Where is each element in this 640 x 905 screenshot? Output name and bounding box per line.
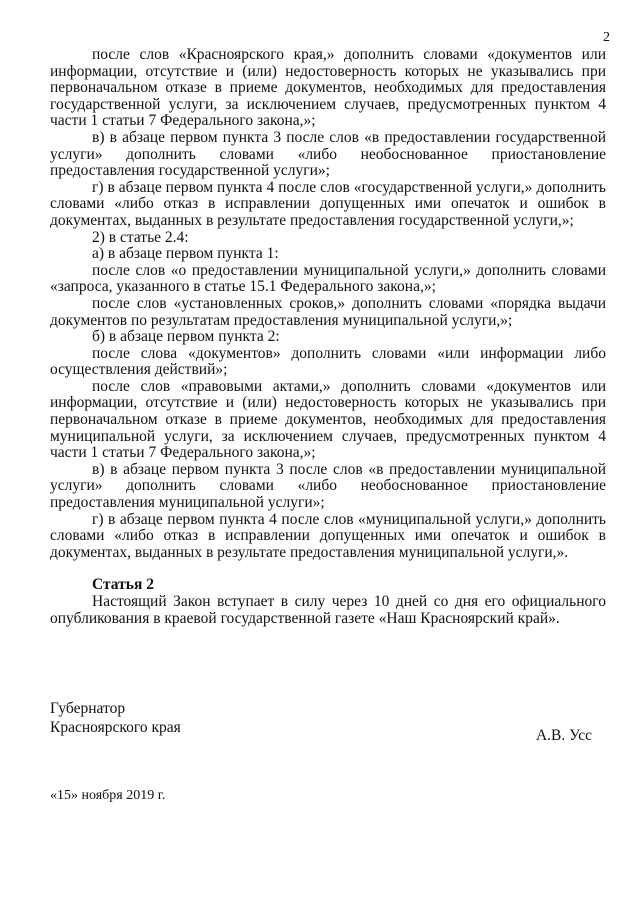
paragraph: после слов «Красноярского края,» дополнить словами «документов или информации, отсутствие и (или) недостоверность которых не указывались при первоначальном отказе в приеме документов, необходимых для предоставления государственной услуги, за исключением случаев, предусмотренных пунктом 4 части 1 статьи 7 Федерального закона,»; — [50, 46, 606, 130]
signatory-name: А.В. Усс — [535, 727, 592, 744]
document-date: «15» ноября 2019 г. — [50, 788, 166, 803]
paragraph: 2) в статье 2.4: — [92, 228, 189, 246]
paragraph: после слов «установленных сроков,» дополнить словами «порядка выдачи документов по результатам предоставления муниципальной услуги,»; — [50, 294, 606, 329]
paragraph: в) в абзаце первом пункта 3 после слов «в предоставлении государственной услуги» дополнить словами «либо необоснованное приостановление предоставления государственной услуги»; — [50, 128, 606, 180]
signature-block — [50, 699, 606, 744]
signatory-position: Губернатор — [50, 700, 126, 717]
signatory-region: Красноярского края — [50, 719, 181, 736]
page-number: 2 — [603, 30, 610, 45]
paragraph: после слов «правовыми актами,» дополнить словами «документов или информации, отсутствие и (или) недостоверность которых не указывались при первоначальном отказе в приеме документов, необходимых для предоставления муниципальной услуги, за исключением случаев, предусмотренных пунктом 4 части 1 статьи 7 Федерального закона,»; — [50, 377, 606, 462]
article-text: Настоящий Закон вступает в силу через 10 дней со дня его официального опубликования в краевой государственной газете «Наш Красноярский край». — [50, 593, 606, 627]
paragraph: а) в абзаце первом пункта 1: — [92, 245, 279, 263]
paragraph: после слова «документов» дополнить словами «или информации либо осуществления действий»; — [50, 344, 606, 379]
paragraph: г) в абзаце первом пункта 4 после слов «государственной услуги,» дополнить словами «либо отказ в исправлении допущенных ими опечаток и ошибок в документах, выданных в результате предоставления государственной услуги,»; — [50, 178, 606, 229]
article-heading: Статья 2 — [92, 576, 154, 594]
paragraph: б) в абзаце первом пункта 2: — [92, 328, 280, 346]
document-body — [50, 47, 606, 627]
paragraph: после слов «о предоставлении муниципальной услуги,» дополнить словами «запроса, указанного в статье 15.1 Федерального закона,»; — [50, 261, 606, 296]
paragraph: в) в абзаце первом пункта 3 после слов «в предоставлении муниципальной услуги» дополнить словами «либо необоснованное приостановление предоставления муниципальной услуги»; — [50, 460, 606, 512]
paragraph: г) в абзаце первом пункта 4 после слов «муниципальной услуги,» дополнить словами «либо отказ в исправлении допущенных ими опечаток и ошибок в документах, выданных в результате предоставления муниципальной услуги,». — [50, 510, 606, 561]
